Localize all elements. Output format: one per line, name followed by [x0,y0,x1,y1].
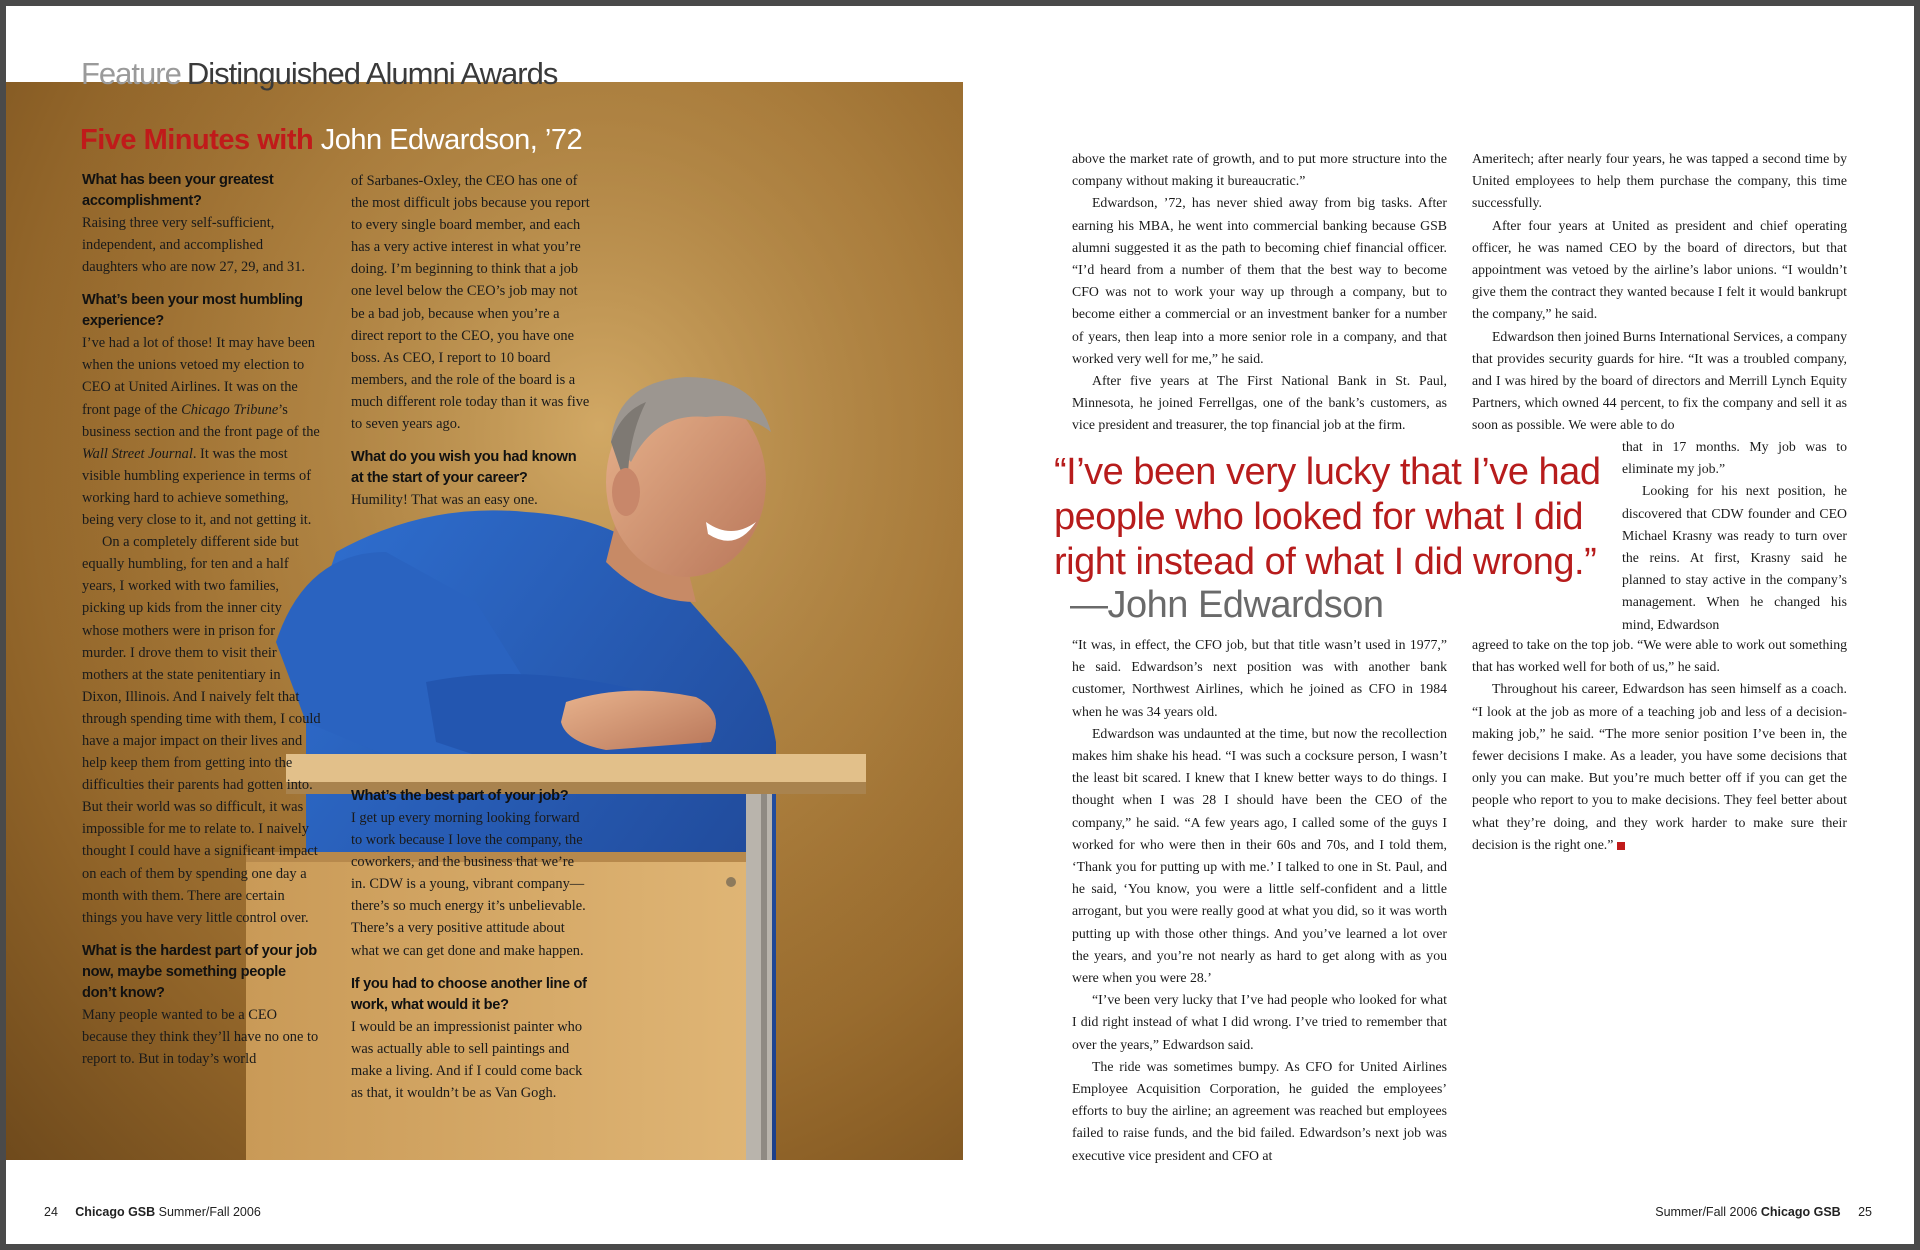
body-paragraph: Throughout his career, Edwardson has seen himself as a coach. “I look at the job as more of a teaching job and less of a decision-making job,” he said. “The more senior position I’ve been in, the fewer decisions I make. As a leader, you have some decisions that only you can make. But you’re much better off if you can get the people who report to you to make decisions. They feel better about what they’re doing, and they work harder to make sure their decision is the right one.” [1472,681,1847,852]
body-column-2-bottom [1472,634,1847,856]
body-paragraph: that in 17 months. My job was to eliminate my job.” [1622,439,1847,477]
body-column-2-top [1472,148,1847,437]
answer: I’ve had a lot of those! It may have been when the unions vetoed my election to CEO at United Airlines. It was on the front page of the Chicago Tribune’s business section and the front page of the Wall Street Journal. It was the most visible humbling experience in terms of working hard to achieve something, being very close to it, and not getting it. [82,335,320,529]
folio-right [1655,1205,1872,1219]
article-title [80,124,582,157]
body-paragraph: Edwardson then joined Burns International Services, a company that provides security guards for hire. “It was a troubled company, and I was hired by the board of directors and Merrill Lynch Equity Partners, which owned 44 percent, to fix the company and sell it as soon as possible. We were able to do [1472,328,1847,433]
body-paragraph: Edwardson was undaunted at the time, but now the recollection makes him shake his head. “I was such a cocksure person, I wasn’t the least bit scared. I knew that I knew better ways to do things. I thought when I was 28 I should have been the CEO of the company,” he said. “A few years ago, I called some of the guys I worked for who were then in their 60s and 70s, and I told them, ‘Thank you for putting up with me.’ I talked to one in St. Paul, and he said, ‘You know, you were a little self-confident and a little arrogant, but you were really good at what you did, so it was worth putting up with those other things. And you’ve learned a lot over the years, and you’re not nearly as hard to get along with as you were when you were 28.’ [1072,725,1447,986]
magazine-spread [6,6,1914,1244]
page-number: 24 [44,1205,58,1219]
answer: Many people wanted to be a CEO because they think they’ll have no one to report to. But in today’s world [82,1006,319,1067]
end-mark-icon [1617,842,1625,850]
body-paragraph: Edwardson, ’72, has never shied away from big tasks. After earning his MBA, he went into commercial banking because GSB alumni suggested it as the path to becoming chief financial officer. “I’d heard from a number of them that the best way to become CFO was not to work your way up through a company, but to become either a commercial or an investment banker for a number of years, then leap into a more senior role in a company, and that worked very well for me,” he said. [1072,195,1447,366]
answer: I get up every morning looking forward to work because I love the company, the coworkers, and the business that we’re in. CDW is a young, vibrant company—there’s so much energy it’s unbelievable. There’s a very positive attitude about what we can get done and make happen. [351,810,586,959]
body-paragraph: Ameritech; after nearly four years, he was tapped a second time by United employees to help them purchase the company, this time successfully. [1472,151,1847,211]
folio-left [44,1205,261,1219]
pull-quote: “I’ve been very lucky that I’ve had people who looked for what I did right instead of what I did wrong.” [1054,451,1601,583]
title-lead: Five Minutes with [80,124,314,156]
page-number: 25 [1858,1205,1872,1219]
section-topic: Distinguished Alumni Awards [186,56,558,91]
question: What do you wish you had known at the start of your career? [351,449,577,487]
body-paragraph: “I’ve been very lucky that I’ve had people who looked for what I did right instead of what I did wrong. I’ve tried to remember that over the years,” Edwardson said. [1072,992,1447,1052]
body-paragraph: After four years at United as president and chief operating officer, he was named CEO by the board of directors, but that appointment was vetoed by the airline’s labor unions. “I wouldn’t give them the contract they wanted because I felt it would bankrupt the company,” he said. [1472,217,1847,322]
body-paragraph: above the market rate of growth, and to put more structure into the company without making it bureaucratic.” [1072,151,1447,189]
body-paragraph: Looking for his next position, he discovered that CDW founder and CEO Michael Krasny was ready to turn over the reins. At first, Krasny said he planned to stay active in the company’s management. When he changed his mind, Edwardson [1622,483,1847,632]
body-paragraph: “It was, in effect, the CFO job, but that title wasn’t used in 1977,” he said. Edwardson’s next position was with another bank customer, Northwest Airlines, which he joined as CFO in 1984 when he was 34 years old. [1072,637,1447,719]
answer: Humility! That was an easy one. [351,492,538,509]
chicago-tribune: Chicago Tribune [181,401,279,418]
publication-name: Chicago GSB [75,1205,156,1219]
title-name: John Edwardson, ’72 [320,124,583,156]
question: If you had to choose another line of work, what would it be? [351,975,587,1013]
answer: of Sarbanes-Oxley, the CEO has one of the most difficult jobs because you report to every single board member, and each has a very active interest in what you’re doing. I’m beginning to think that a job one level below the CEO’s job may not be a bad job, because when you’re a direct report to the CEO, you have one boss. As CEO, I report to 10 board members, and the role of the board is a much different role today than it was five to seven years ago. [351,173,590,433]
issue-date: Summer/Fall 2006 [1655,1205,1758,1219]
section-kicker: Feature [81,56,181,91]
question: What’s the best part of your job? [351,788,569,804]
qa-column-2-lower [351,786,591,1104]
body-column-1-top [1072,148,1447,437]
answer: Raising three very self-sufficient, independent, and accomplished daughters who are now 27, 29, and 31. [82,215,306,276]
qa-column-1 [82,170,322,1070]
body-paragraph: After five years at The First National Bank in St. Paul, Minnesota, he joined Ferrellgas, one of the bank’s customers, as vice president and treasurer, the top financial job at the firm. [1072,373,1447,433]
left-page [6,6,966,1244]
question: What has been your greatest accomplishment? [82,172,274,209]
qa-column-2 [351,170,591,511]
publication-name: Chicago GSB [1760,1205,1841,1219]
answer: On a completely different side but equally humbling, for ten and a half years, I worked with two families, picking up kids from the inner city whose mothers were in prison for murder. I drove them to visit their mothers at the state penitentiary in Dixon, Illinois. And I naively felt that through spending time with them, I could have a major impact on their lives and help keep them from getting into the difficulties their parents had gotten into. But their world was so difficult, it was impossible for me to relate to. I naively thought I could have a significant impact on each of them by spending one day a month with them. There are certain things you have very little control over. [82,534,321,926]
answer: I would be an impressionist painter who was actually able to sell paintings and make a living. And if I could come back as that, it wouldn’t be as Van Gogh. [351,1018,583,1101]
question: What is the hardest part of your job now, maybe something people don’t know? [82,942,317,1001]
question: What’s been your most humbling experience? [82,292,303,330]
wall-street-journal: Wall Street Journal [82,445,193,462]
issue-date: Summer/Fall 2006 [158,1205,261,1219]
pull-quote-attribution: —John Edwardson [1070,584,1384,626]
body-column-2-narrow [1622,436,1847,636]
body-column-1-bottom [1072,634,1447,1167]
body-paragraph: The ride was sometimes bumpy. As CFO for United Airlines Employee Acquisition Corporation, he guided the employees’ efforts to buy the airline; an agreement was reached but employees failed to raise funds, and the bid failed. Edwardson’s next job was executive vice president and CFO at [1072,1058,1447,1163]
right-page [966,6,1914,1244]
section-header [81,56,557,92]
body-paragraph: agreed to take on the top job. “We were able to work out something that has worked well for both of us,” he said. [1472,637,1847,675]
